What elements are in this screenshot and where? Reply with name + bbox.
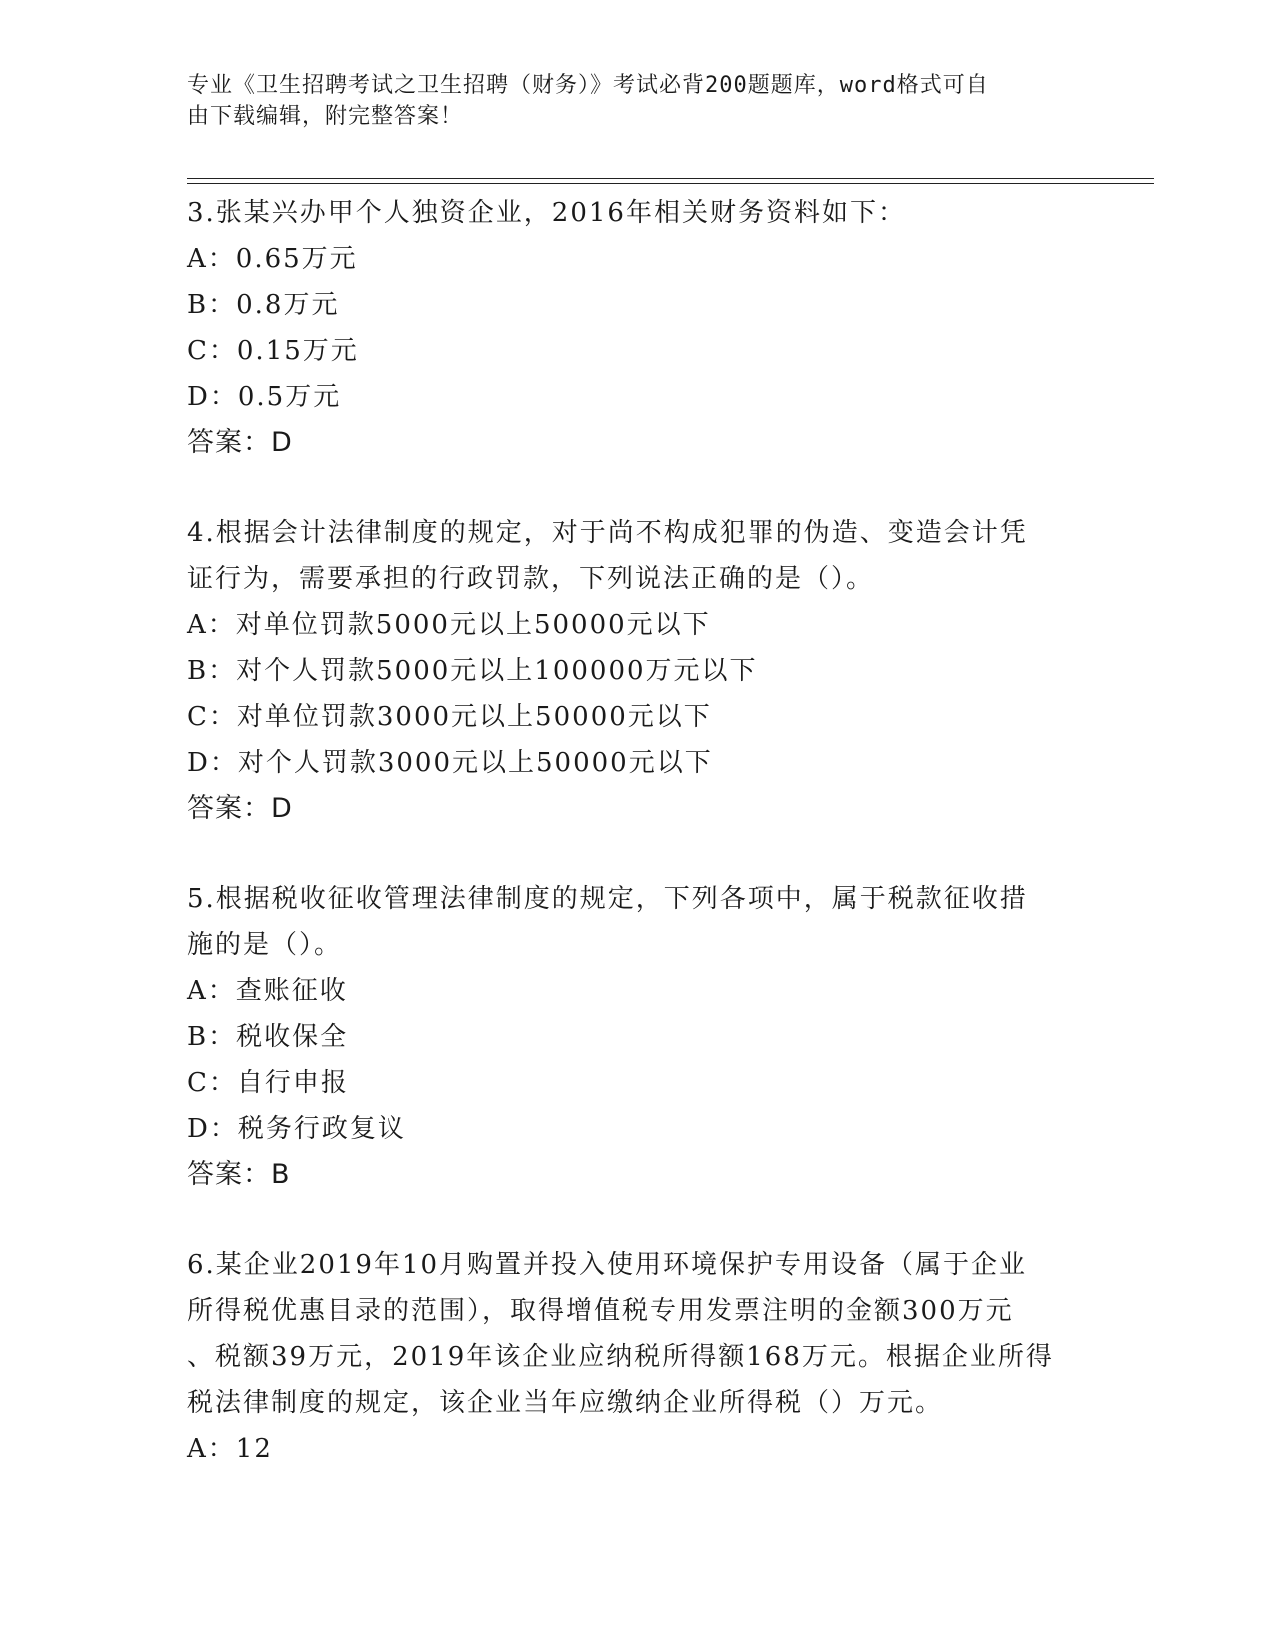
question-stem: 施的是（）。: [187, 930, 343, 960]
question-block: [187, 510, 1087, 832]
answer-line: 答案：D: [187, 427, 293, 458]
option-d: D：对个人罚款3000元以上50000元以下: [187, 748, 713, 778]
option-a: A：12: [187, 1434, 273, 1464]
option-b: B：0.8万元: [187, 290, 340, 320]
question-stem: 4.根据会计法律制度的规定，对于尚不构成犯罪的伪造、变造会计凭: [187, 518, 1028, 548]
question-stem: 、税额39万元，2019年该企业应纳税所得额168万元。根据企业所得: [187, 1342, 1054, 1372]
question-stem: 证行为，需要承担的行政罚款，下列说法正确的是（）。: [187, 564, 875, 594]
option-b: B：对个人罚款5000元以上100000万元以下: [187, 656, 758, 686]
option-a: A：查账征收: [187, 976, 348, 1006]
question-stem: 6.某企业2019年10月购置并投入使用环境保护专用设备（属于企业: [187, 1250, 1028, 1280]
option-c: C：自行申报: [187, 1068, 349, 1098]
header-divider-top: [187, 178, 1154, 179]
question-block: [187, 1242, 1087, 1472]
option-a: A：对单位罚款5000元以上50000元以下: [187, 610, 711, 640]
option-d: D：税务行政复议: [187, 1114, 406, 1144]
question-block: [187, 876, 1087, 1198]
header-divider-bottom: [187, 183, 1154, 184]
option-b: B：税收保全: [187, 1022, 349, 1052]
option-d: D：0.5万元: [187, 382, 342, 412]
question-list: [187, 190, 1087, 1472]
option-a: A：0.65万元: [187, 244, 358, 274]
document-header: [187, 70, 1067, 132]
answer-line: 答案：D: [187, 793, 293, 824]
header-line-2: 由下载编辑，附完整答案！: [187, 104, 464, 129]
question-stem: 5.根据税收征收管理法律制度的规定，下列各项中，属于税款征收措: [187, 884, 1028, 914]
question-stem: 3.张某兴办甲个人独资企业，2016年相关财务资料如下：: [187, 198, 906, 228]
option-c: C：对单位罚款3000元以上50000元以下: [187, 702, 712, 732]
option-c: C：0.15万元: [187, 336, 359, 366]
question-stem: 税法律制度的规定，该企业当年应缴纳企业所得税（）万元。: [187, 1388, 944, 1418]
question-stem: 所得税优惠目录的范围），取得增值税专用发票注明的金额300万元: [187, 1296, 1014, 1326]
answer-line: 答案：B: [187, 1159, 291, 1190]
header-line-1: 专业《卫生招聘考试之卫生招聘（财务）》考试必背200题题库，word格式可自: [187, 73, 989, 98]
question-block: [187, 190, 1087, 466]
